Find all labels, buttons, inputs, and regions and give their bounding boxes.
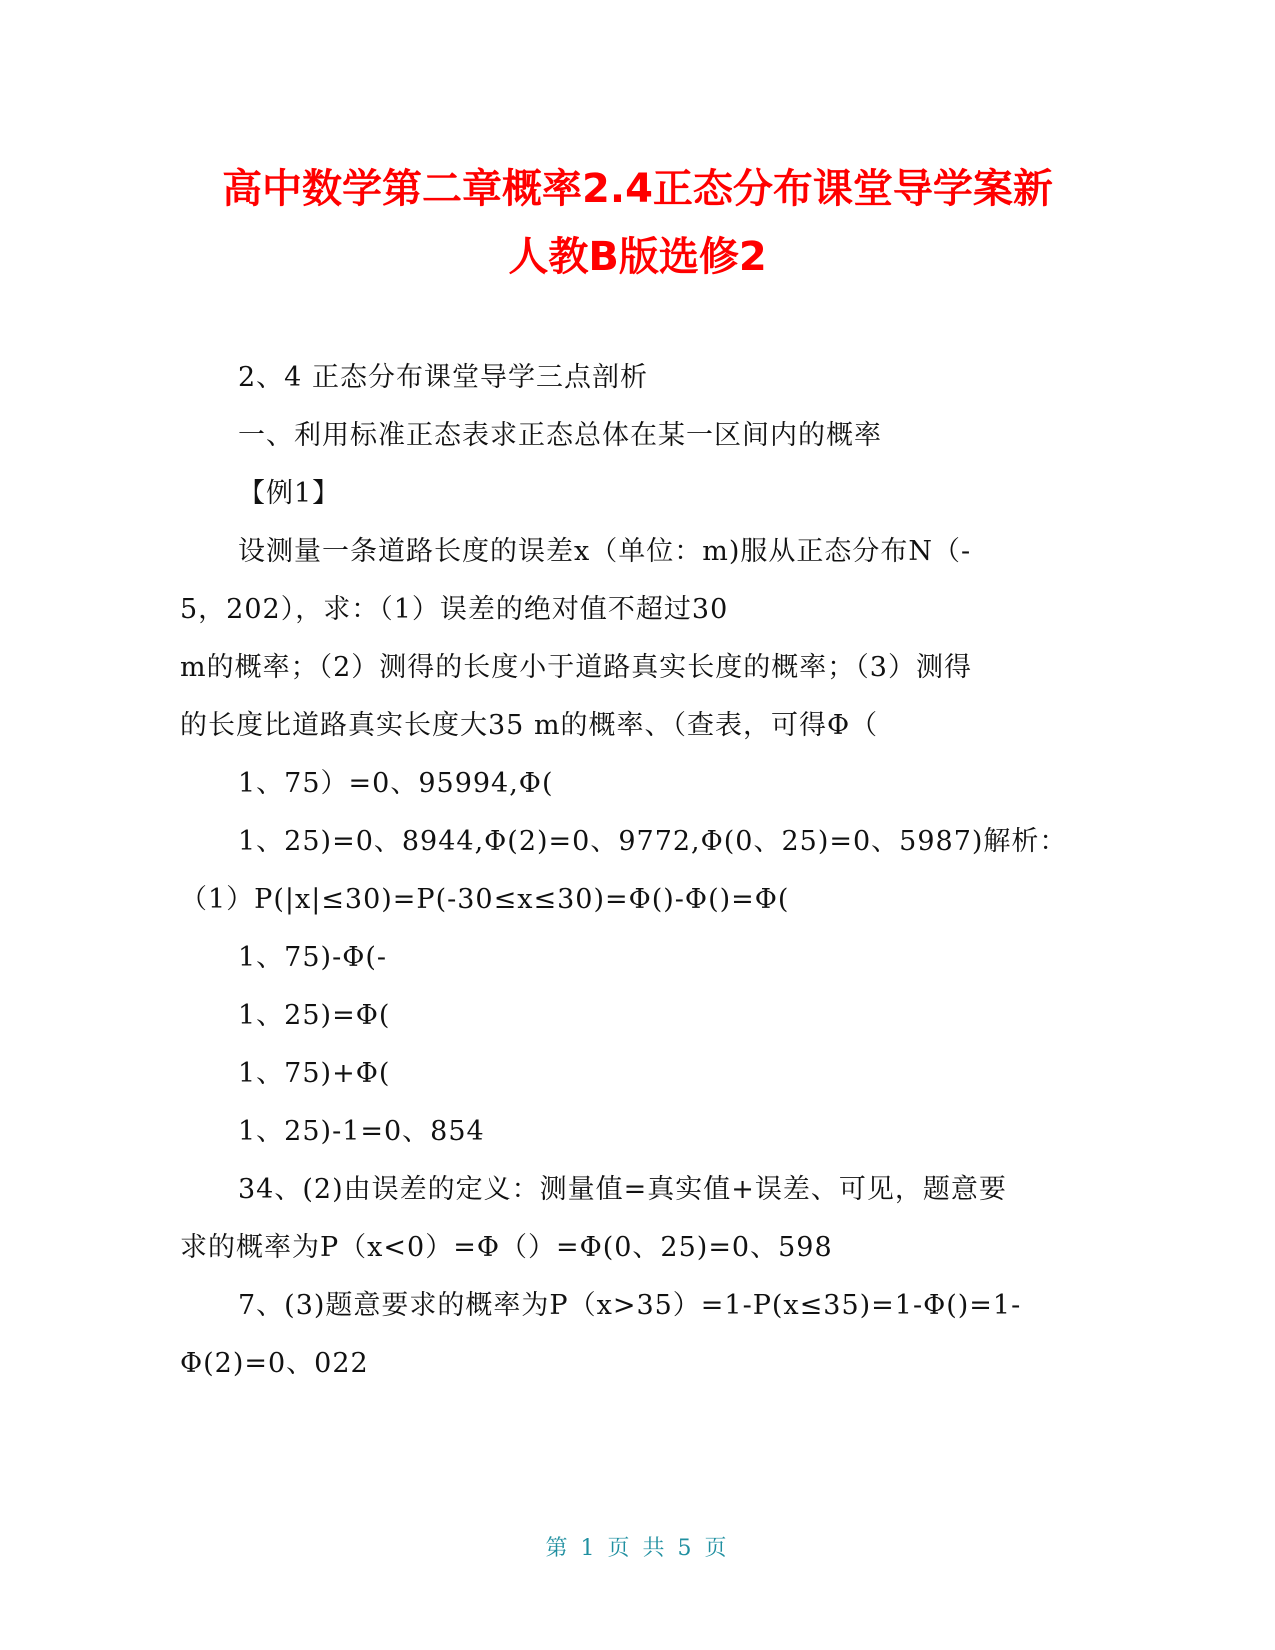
subsection-heading: 一、利用标准正态表求正态总体在某一区间内的概率 — [238, 420, 882, 451]
document-title-line-1: 高中数学第二章概率2.4正态分布课堂导学案新 — [222, 166, 1053, 212]
body-line: 5，202），求：（1）误差的绝对值不超过30 — [180, 594, 729, 625]
body-line: 1、25)-1=0、854 — [238, 1116, 485, 1147]
body-line: 1、75)+Φ( — [238, 1058, 391, 1089]
body-line: 1、75）=0、95994,Φ( — [238, 768, 554, 799]
section-heading: 2、4 正态分布课堂导学三点剖析 — [238, 362, 648, 393]
body-line: 的长度比道路真实长度大35 m的概率、（查表，可得Φ（ — [180, 710, 879, 741]
body-line: 1、25)=Φ( — [238, 1000, 391, 1031]
page-number-footer: 第 1 页 共 5 页 — [545, 1536, 730, 1561]
body-line: m的概率；（2）测得的长度小于道路真实长度的概率；（3）测得 — [180, 652, 972, 683]
body-line: 7、(3)题意要求的概率为P（x>35）=1-P(x≤35)=1-Φ()=1- — [238, 1290, 1022, 1321]
body-line: 34、(2)由误差的定义：测量值=真实值+误差、可见，题意要 — [238, 1174, 1007, 1205]
body-line: （1）P(|x|≤30)=P(-30≤x≤30)=Φ()-Φ()=Φ( — [180, 884, 790, 915]
document-title-line-2: 人教B版选修2 — [508, 234, 767, 280]
body-line: 1、75)-Φ(- — [238, 942, 387, 973]
body-line: 1、25)=0、8944,Φ(2)=0、9772,Φ(0、25)=0、5987)解析： — [238, 826, 1068, 857]
body-line: 设测量一条道路长度的误差x（单位：m)服从正态分布N（- — [238, 536, 972, 567]
body-line: 求的概率为P（x<0）=Φ（）=Φ(0、25)=0、598 — [180, 1232, 833, 1263]
body-line: Φ(2)=0、022 — [180, 1348, 369, 1379]
example-label: 【例1】 — [238, 478, 341, 509]
